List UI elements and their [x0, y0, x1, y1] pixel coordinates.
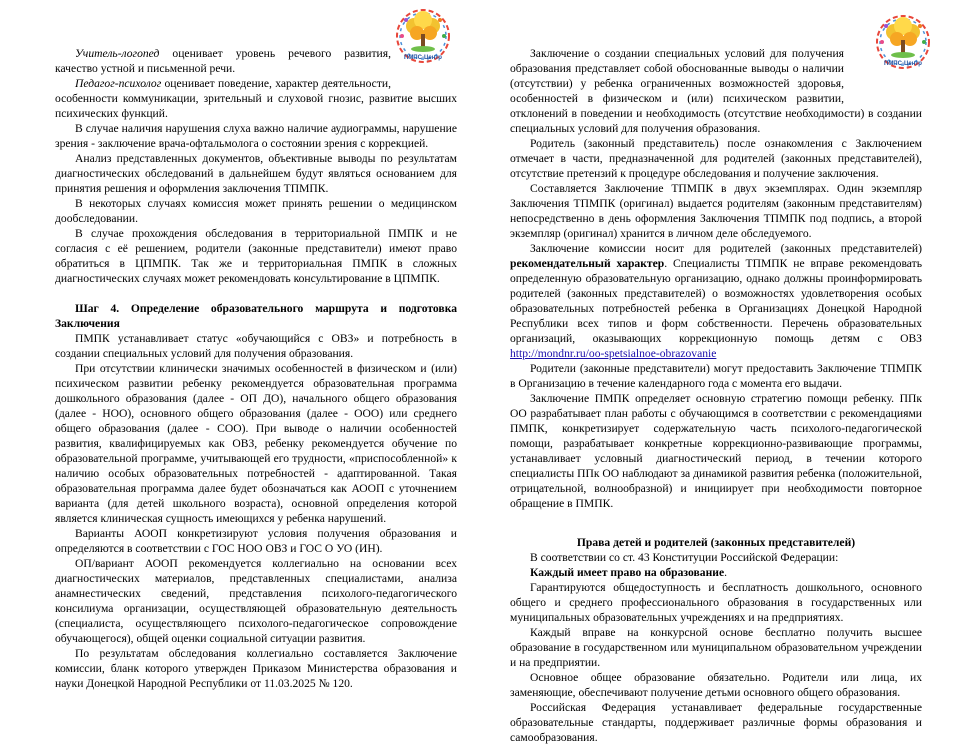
step4-heading: Шаг 4. Определение образовательного маршрута и подготовка Заключения — [55, 302, 457, 330]
right-guarantee: Гарантируются общедоступность и бесплатность дошкольного, основного общего и среднего профессионального образования в государственных или муниципальных образовательных учреждениях и на предприятиях. — [510, 581, 922, 624]
paragraph-hearing-vision: В случае наличия нарушения слуха важно наличие аудиограммы, нарушение зрения - заключение врача-офтальмолога о состоянии зрения с коррекцией. — [55, 122, 457, 150]
left-page — [0, 0, 480, 720]
right-compulsory: Основное общее образование обязательно. Родители или лица, их заменяющие, обеспечивают получение детьми основного общего образования. — [510, 671, 922, 699]
paragraph-appeal: В случае прохождения обследования в территориальной ПМПК и не согласия с её решением, родители (законные представители) имеют право обратиться в ЦПМПК. Так же и территориальная ПМПК в сложных диагностических случаях может рекомендовать консультирование в ЦПМПК. — [55, 227, 457, 285]
paragraph-psychologist: Педагог-психолог оценивает поведение, характер деятельности, особенности коммуникации, зрительный и слуховой гнозис, развитие высших психических функций. — [55, 77, 457, 120]
right-standards: Российская Федерация устанавливает федеральные государственные образовательные стандарты, поддерживает различные формы образования и самообразования. — [510, 701, 922, 744]
paragraph-conclusion-definition: Заключение о создании специальных условий для получения образования представляет собой обоснованные выводы о наличии (отсутствии) у ребенка ограниченных возможностей здоровья, особенностей в физическом и (или) психическом развитии, отклонений в поведении и необходимость (отсутствие необходимости) в создании специальных условий для получения образования. — [510, 47, 922, 135]
paragraph-recommendation: Заключение комиссии носит для родителей (законных представителей) рекомендательный характер. Специалисты ТПМПК не вправе рекомендовать определенную образовательную организацию, однако должны проинформировать родителей (законных представителей) о возможностях удовлетворения особых образовательных потребностей ребенка в Организациях Донецкой Народной Республики всех типов и форм собственности. Перечень образовательных организаций, оказывающих коррекционную помощь детям с ОВЗ http://mondnr.ru/oo-spetsialnoe-obrazovanie — [510, 242, 922, 360]
logo-text: ПМПС-Центр — [404, 55, 442, 61]
paragraph-variants: Варианты АООП конкретизируют условия получения образования и определяются в соответствии с ГОС НОО ОВЗ и ГОС О УО (ИН). — [55, 527, 457, 555]
center-logo — [392, 6, 454, 70]
paragraph-strategy: Заключение ПМПК определяет основную стратегию помощи ребенку. ППк ОО разрабатывает план работы с обучающимся в соответствии с рекомендациями ПМПК, конкретизирует содержательную часть психолого-педагогической помощи, разрабатывает конкретные коррекционно-развивающие программы, устанавливает условный диагностический период, в течении которого специалисты ППк ОО наблюдают за динамикой развития ребенка (положительной, отрицательной, волнообразной) и инициирует при необходимости повторное обращение в ПМПК. — [510, 392, 922, 510]
center-logo — [872, 12, 934, 76]
right-text-column — [510, 46, 922, 745]
left-text-column — [55, 46, 457, 691]
paragraph-collegial: ОП/вариант АООП рекомендуется коллегиально на основании всех диагностических материалов, представленных специалистами, анализа анамнестических сведений, представления психолого-педагогического консилиума организации, осуществляющей образовательную деятельность (специалиста, осуществляющего психолого-педагогическое сопровождение обучающегося), общей оценки социальной ситуации развития. — [55, 557, 457, 645]
right-page — [480, 0, 960, 744]
rights-intro: В соответствии со ст. 43 Конституции Российской Федерации: — [530, 551, 839, 564]
role-psychologist: Педагог-психолог — [75, 77, 162, 90]
paragraph-parent-acknowledgement: Родитель (законный представитель) после ознакомления с Заключением отмечает в части, предназначенной для родителей (законных представителей), отсутствие претензий к процедуре обследования и получение заключения. — [510, 137, 922, 180]
organizations-link[interactable]: http://mondnr.ru/oo-spetsialnoe-obrazovanie — [510, 347, 717, 360]
paragraph-conclusion-form: По результатам обследования коллегиально составляется Заключение комиссии, бланк которого утвержден Приказом Министерства образования и науки Донецкой Народной Республики от 11.03.2025 № 120. — [55, 647, 457, 690]
recommendation-bold: рекомендательный характер — [510, 257, 665, 270]
right-higher-education: Каждый вправе на конкурсной основе бесплатно получить высшее образование в государственном или муниципальном образовательном учреждении и на предприятии. — [510, 626, 922, 669]
paragraph-two-copies: Составляется Заключение ТПМПК в двух экземплярах. Один экземпляр Заключения ТПМПК (оригинал) выдается родителям (законным представителям) непосредственно в день оформления Заключения ТПМПК под подпись, а второй экземпляр (оригинал) хранится в личном деле обследуемого. — [510, 182, 922, 240]
paragraph-submit-conclusion: Родители (законные представители) могут предоставить Заключение ТПМПК в Организацию в течение календарного года с момента его выдачи. — [510, 362, 922, 390]
paragraph-medical-exam: В некоторых случаях комиссия может принять решении о медицинском дообследовании. — [55, 197, 457, 225]
logo-text: ПМПС-Центр — [884, 61, 922, 67]
paragraph-analysis: Анализ представленных документов, объективные выводы по результатам диагностических обследований в дальнейшем будут являться основанием для принятия решения и оформления заключения ТПМПК. — [55, 152, 457, 195]
role-speech-therapist: Учитель-логопед — [75, 47, 160, 60]
paragraph-speech-therapist: Учитель-логопед оценивает уровень речевого развития, качество устной и письменной речи. — [55, 47, 391, 75]
rights-statement: Каждый имеет право на образование. — [530, 566, 727, 579]
paragraph-program: При отсутствии клинически значимых особенностей в физическом и (или) психическом развитии ребенку рекомендуется образовательная программа дошкольного образования (далее - ОП ДО), начального общего образования (далее - НОО), основного общего образования (далее - ООО) или среднего общего образования (далее - СОО). При выводе о наличии особенностей развития, квалифицируемых как ОВЗ, ребенку рекомендуется обучение по образовательной программе, учитывающей его трудности, «приспособленной» к наличию особых образовательных потребностей - адаптированной. Такая образовательная программа далее будет обозначаться как АООП с уточнением варианта (для детей школьного возраста), основной определения которой является клиническая сущность имеющихся у ребенка нарушений. — [55, 362, 457, 525]
paragraph-status: ПМПК устанавливает статус «обучающийся с ОВЗ» и потребность в создании специальных условий для получения образования. — [55, 332, 457, 360]
rights-heading: Права детей и родителей (законных представителей) — [576, 536, 856, 549]
